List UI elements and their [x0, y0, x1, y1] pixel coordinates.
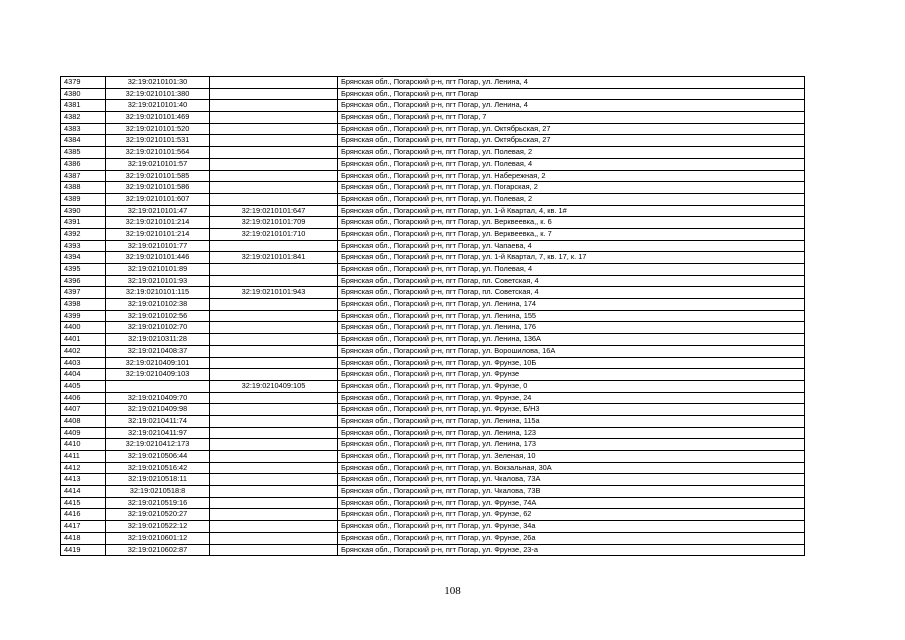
- cadastral-number-cell: 32:19:0210601:12: [106, 532, 210, 544]
- register-table-body: [61, 77, 805, 556]
- table-row: [61, 77, 805, 89]
- linked-cadastral-number-cell: [210, 369, 338, 381]
- cadastral-number-cell: 32:19:0210602:87: [106, 544, 210, 556]
- linked-cadastral-number-cell: 32:19:0210101:710: [210, 228, 338, 240]
- address-cell: Брянская обл., Погарский р-н, пгт Погар, пл. Советская, 4: [338, 275, 805, 287]
- row-number-cell: 4418: [61, 532, 106, 544]
- table-row: [61, 322, 805, 334]
- cadastral-number-cell: 32:19:0210516:42: [106, 462, 210, 474]
- row-number-cell: 4380: [61, 88, 106, 100]
- cadastral-number-cell: 32:19:0210101:446: [106, 252, 210, 264]
- address-cell: Брянская обл., Погарский р-н, пгт Погар, ул. Ленина, 173: [338, 439, 805, 451]
- linked-cadastral-number-cell: [210, 334, 338, 346]
- address-cell: Брянская обл., Погарский р-н, пгт Погар, ул. Чкалова, 73В: [338, 486, 805, 498]
- row-number-cell: 4382: [61, 112, 106, 124]
- linked-cadastral-number-cell: [210, 100, 338, 112]
- row-number-cell: 4387: [61, 170, 106, 182]
- linked-cadastral-number-cell: [210, 123, 338, 135]
- address-cell: Брянская обл., Погарский р-н, пгт Погар, ул. Фрунзе, 23-а: [338, 544, 805, 556]
- table-row: [61, 287, 805, 299]
- table-row: [61, 497, 805, 509]
- address-cell: Брянская обл., Погарский р-н, пгт Погар, ул. Набережная, 2: [338, 170, 805, 182]
- linked-cadastral-number-cell: 32:19:0210101:841: [210, 252, 338, 264]
- linked-cadastral-number-cell: [210, 77, 338, 89]
- address-cell: Брянская обл., Погарский р-н, пгт Погар, ул. Ленина, 155: [338, 310, 805, 322]
- cadastral-number-cell: 32:19:0210520:27: [106, 509, 210, 521]
- address-cell: Брянская обл., Погарский р-н, пгт Погар, ул. Ленина, 174: [338, 299, 805, 311]
- row-number-cell: 4404: [61, 369, 106, 381]
- table-row: [61, 123, 805, 135]
- address-cell: Брянская обл., Погарский р-н, пгт Погар: [338, 88, 805, 100]
- linked-cadastral-number-cell: [210, 404, 338, 416]
- row-number-cell: 4396: [61, 275, 106, 287]
- address-cell: Брянская обл., Погарский р-н, пгт Погар, 7: [338, 112, 805, 124]
- address-cell: Брянская обл., Погарский р-н, пгт Погар, ул. Фрунзе, 34а: [338, 521, 805, 533]
- table-row: [61, 369, 805, 381]
- cadastral-number-cell: 32:19:0210101:89: [106, 264, 210, 276]
- cadastral-number-cell: 32:19:0210101:40: [106, 100, 210, 112]
- cadastral-number-cell: 32:19:0210409:101: [106, 357, 210, 369]
- row-number-cell: 4416: [61, 509, 106, 521]
- table-row: [61, 462, 805, 474]
- cadastral-number-cell: 32:19:0210101:30: [106, 77, 210, 89]
- row-number-cell: 4415: [61, 497, 106, 509]
- linked-cadastral-number-cell: [210, 88, 338, 100]
- address-cell: Брянская обл., Погарский р-н, пгт Погар, ул. Полевая, 2: [338, 147, 805, 159]
- linked-cadastral-number-cell: [210, 322, 338, 334]
- cadastral-number-cell: 32:19:0210518:11: [106, 474, 210, 486]
- table-row: [61, 228, 805, 240]
- linked-cadastral-number-cell: [210, 357, 338, 369]
- table-row: [61, 299, 805, 311]
- cadastral-number-cell: 32:19:0210409:70: [106, 392, 210, 404]
- row-number-cell: 4395: [61, 264, 106, 276]
- address-cell: Брянская обл., Погарский р-н, пгт Погар, ул. Октябрьская, 27: [338, 123, 805, 135]
- row-number-cell: 4403: [61, 357, 106, 369]
- address-cell: Брянская обл., Погарский р-н, пгт Погар, ул. Ленина, 136А: [338, 334, 805, 346]
- cadastral-number-cell: 32:19:0210409:98: [106, 404, 210, 416]
- table-row: [61, 380, 805, 392]
- cadastral-number-cell: 32:19:0210506:44: [106, 451, 210, 463]
- row-number-cell: 4410: [61, 439, 106, 451]
- cadastral-number-cell: 32:19:0210101:564: [106, 147, 210, 159]
- table-row: [61, 135, 805, 147]
- cadastral-number-cell: 32:19:0210519:16: [106, 497, 210, 509]
- table-row: [61, 252, 805, 264]
- cadastral-number-cell: 32:19:0210411:97: [106, 427, 210, 439]
- table-row: [61, 158, 805, 170]
- linked-cadastral-number-cell: 32:19:0210409:105: [210, 380, 338, 392]
- address-cell: Брянская обл., Погарский р-н, пгт Погар, ул. Полевая, 4: [338, 264, 805, 276]
- address-cell: Брянская обл., Погарский р-н, пгт Погар, ул. Полевая, 4: [338, 158, 805, 170]
- row-number-cell: 4386: [61, 158, 106, 170]
- row-number-cell: 4402: [61, 345, 106, 357]
- linked-cadastral-number-cell: [210, 193, 338, 205]
- linked-cadastral-number-cell: [210, 486, 338, 498]
- table-row: [61, 217, 805, 229]
- cadastral-number-cell: 32:19:0210101:380: [106, 88, 210, 100]
- linked-cadastral-number-cell: [210, 474, 338, 486]
- row-number-cell: 4379: [61, 77, 106, 89]
- address-cell: Брянская обл., Погарский р-н, пгт Погар, ул. Верквеевка,, к. 6: [338, 217, 805, 229]
- row-number-cell: 4413: [61, 474, 106, 486]
- linked-cadastral-number-cell: 32:19:0210101:647: [210, 205, 338, 217]
- table-row: [61, 404, 805, 416]
- address-cell: Брянская обл., Погарский р-н, пгт Погар, ул. Фрунзе, Б/Н3: [338, 404, 805, 416]
- row-number-cell: 4408: [61, 415, 106, 427]
- linked-cadastral-number-cell: [210, 135, 338, 147]
- cadastral-number-cell: 32:19:0210101:115: [106, 287, 210, 299]
- address-cell: Брянская обл., Погарский р-н, пгт Погар, ул. Ленина, 115а: [338, 415, 805, 427]
- row-number-cell: 4391: [61, 217, 106, 229]
- table-row: [61, 182, 805, 194]
- table-row: [61, 88, 805, 100]
- cadastral-number-cell: 32:19:0210101:93: [106, 275, 210, 287]
- row-number-cell: 4406: [61, 392, 106, 404]
- row-number-cell: 4414: [61, 486, 106, 498]
- row-number-cell: 4392: [61, 228, 106, 240]
- cadastral-number-cell: 32:19:0210412:173: [106, 439, 210, 451]
- linked-cadastral-number-cell: [210, 509, 338, 521]
- cadastral-number-cell: 32:19:0210411:74: [106, 415, 210, 427]
- linked-cadastral-number-cell: [210, 275, 338, 287]
- address-cell: Брянская обл., Погарский р-н, пгт Погар, ул. Чкалова, 73А: [338, 474, 805, 486]
- table-row: [61, 112, 805, 124]
- linked-cadastral-number-cell: [210, 462, 338, 474]
- linked-cadastral-number-cell: [210, 240, 338, 252]
- linked-cadastral-number-cell: [210, 497, 338, 509]
- address-cell: Брянская обл., Погарский р-н, пгт Погар, ул. Верквеевка,, к. 7: [338, 228, 805, 240]
- cadastral-number-cell: [106, 380, 210, 392]
- table-row: [61, 205, 805, 217]
- table-row: [61, 532, 805, 544]
- table-row: [61, 451, 805, 463]
- cadastral-number-cell: 32:19:0210522:12: [106, 521, 210, 533]
- address-cell: Брянская обл., Погарский р-н, пгт Погар, ул. Фрунзе, 10Б: [338, 357, 805, 369]
- table-row: [61, 310, 805, 322]
- linked-cadastral-number-cell: [210, 451, 338, 463]
- address-cell: Брянская обл., Погарский р-н, пгт Погар, ул. Ленина, 176: [338, 322, 805, 334]
- address-cell: Брянская обл., Погарский р-н, пгт Погар, ул. Фрунзе, 62: [338, 509, 805, 521]
- row-number-cell: 4398: [61, 299, 106, 311]
- linked-cadastral-number-cell: [210, 532, 338, 544]
- table-row: [61, 509, 805, 521]
- row-number-cell: 4381: [61, 100, 106, 112]
- row-number-cell: 4409: [61, 427, 106, 439]
- linked-cadastral-number-cell: [210, 299, 338, 311]
- row-number-cell: 4417: [61, 521, 106, 533]
- address-cell: Брянская обл., Погарский р-н, пгт Погар, ул. Фрунзе, 24: [338, 392, 805, 404]
- linked-cadastral-number-cell: 32:19:0210101:943: [210, 287, 338, 299]
- cadastral-number-cell: 32:19:0210101:520: [106, 123, 210, 135]
- cadastral-number-cell: 32:19:0210311:28: [106, 334, 210, 346]
- cadastral-number-cell: 32:19:0210101:469: [106, 112, 210, 124]
- linked-cadastral-number-cell: [210, 170, 338, 182]
- linked-cadastral-number-cell: [210, 439, 338, 451]
- address-cell: Брянская обл., Погарский р-н, пгт Погар, ул. Вокзальная, 30А: [338, 462, 805, 474]
- row-number-cell: 4384: [61, 135, 106, 147]
- linked-cadastral-number-cell: [210, 544, 338, 556]
- address-cell: Брянская обл., Погарский р-н, пгт Погар, ул. Фрунзе, 26а: [338, 532, 805, 544]
- table-row: [61, 486, 805, 498]
- address-cell: Брянская обл., Погарский р-н, пгт Погар, ул. Полевая, 2: [338, 193, 805, 205]
- linked-cadastral-number-cell: [210, 415, 338, 427]
- address-cell: Брянская обл., Погарский р-н, пгт Погар, ул. Ленина, 4: [338, 100, 805, 112]
- table-row: [61, 147, 805, 159]
- cadastral-number-cell: 32:19:0210101:47: [106, 205, 210, 217]
- address-cell: Брянская обл., Погарский р-н, пгт Погар, ул. Фрунзе: [338, 369, 805, 381]
- row-number-cell: 4389: [61, 193, 106, 205]
- table-row: [61, 357, 805, 369]
- page-number: 108: [444, 585, 461, 597]
- table-row: [61, 345, 805, 357]
- row-number-cell: 4405: [61, 380, 106, 392]
- linked-cadastral-number-cell: [210, 310, 338, 322]
- address-cell: Брянская обл., Погарский р-н, пгт Погар, ул. Фрунзе, 0: [338, 380, 805, 392]
- table-row: [61, 334, 805, 346]
- table-row: [61, 439, 805, 451]
- linked-cadastral-number-cell: [210, 147, 338, 159]
- register-table: [60, 76, 805, 556]
- row-number-cell: 4400: [61, 322, 106, 334]
- address-cell: Брянская обл., Погарский р-н, пгт Погар, пл. Советская, 4: [338, 287, 805, 299]
- table-row: [61, 427, 805, 439]
- row-number-cell: 4394: [61, 252, 106, 264]
- row-number-cell: 4390: [61, 205, 106, 217]
- table-row: [61, 392, 805, 404]
- table-row: [61, 170, 805, 182]
- table-row: [61, 521, 805, 533]
- row-number-cell: 4419: [61, 544, 106, 556]
- linked-cadastral-number-cell: [210, 182, 338, 194]
- table-row: [61, 193, 805, 205]
- address-cell: Брянская обл., Погарский р-н, пгт Погар, ул. Чапаева, 4: [338, 240, 805, 252]
- row-number-cell: 4385: [61, 147, 106, 159]
- row-number-cell: 4407: [61, 404, 106, 416]
- table-row: [61, 275, 805, 287]
- linked-cadastral-number-cell: [210, 392, 338, 404]
- address-cell: Брянская обл., Погарский р-н, пгт Погар, ул. Погарская, 2: [338, 182, 805, 194]
- address-cell: Брянская обл., Погарский р-н, пгт Погар, ул. 1-й Квартал, 4, кв. 1#: [338, 205, 805, 217]
- linked-cadastral-number-cell: [210, 427, 338, 439]
- address-cell: Брянская обл., Погарский р-н, пгт Погар, ул. Ворошилова, 16А: [338, 345, 805, 357]
- row-number-cell: 4411: [61, 451, 106, 463]
- cadastral-number-cell: 32:19:0210408:37: [106, 345, 210, 357]
- row-number-cell: 4401: [61, 334, 106, 346]
- row-number-cell: 4397: [61, 287, 106, 299]
- cadastral-number-cell: 32:19:0210101:214: [106, 217, 210, 229]
- row-number-cell: 4412: [61, 462, 106, 474]
- table-row: [61, 100, 805, 112]
- address-cell: Брянская обл., Погарский р-н, пгт Погар, ул. Фрунзе, 74А: [338, 497, 805, 509]
- linked-cadastral-number-cell: [210, 521, 338, 533]
- cadastral-number-cell: 32:19:0210102:70: [106, 322, 210, 334]
- linked-cadastral-number-cell: [210, 158, 338, 170]
- cadastral-number-cell: 32:19:0210518:8: [106, 486, 210, 498]
- cadastral-number-cell: 32:19:0210101:57: [106, 158, 210, 170]
- address-cell: Брянская обл., Погарский р-н, пгт Погар, ул. Ленина, 123: [338, 427, 805, 439]
- table-row: [61, 544, 805, 556]
- row-number-cell: 4399: [61, 310, 106, 322]
- row-number-cell: 4393: [61, 240, 106, 252]
- cadastral-number-cell: 32:19:0210102:56: [106, 310, 210, 322]
- cadastral-number-cell: 32:19:0210101:585: [106, 170, 210, 182]
- address-cell: Брянская обл., Погарский р-н, пгт Погар, ул. Зеленая, 10: [338, 451, 805, 463]
- cadastral-number-cell: 32:19:0210101:586: [106, 182, 210, 194]
- cadastral-number-cell: 32:19:0210101:77: [106, 240, 210, 252]
- table-row: [61, 474, 805, 486]
- linked-cadastral-number-cell: [210, 264, 338, 276]
- cadastral-number-cell: 32:19:0210101:214: [106, 228, 210, 240]
- cadastral-number-cell: 32:19:0210101:531: [106, 135, 210, 147]
- table-row: [61, 240, 805, 252]
- address-cell: Брянская обл., Погарский р-н, пгт Погар, ул. 1-й Квартал, 7, кв. 17, к. 17: [338, 252, 805, 264]
- cadastral-number-cell: 32:19:0210409:103: [106, 369, 210, 381]
- table-row: [61, 264, 805, 276]
- address-cell: Брянская обл., Погарский р-н, пгт Погар, ул. Октябрьская, 27: [338, 135, 805, 147]
- linked-cadastral-number-cell: 32:19:0210101:709: [210, 217, 338, 229]
- cadastral-number-cell: 32:19:0210101:607: [106, 193, 210, 205]
- row-number-cell: 4388: [61, 182, 106, 194]
- address-cell: Брянская обл., Погарский р-н, пгт Погар, ул. Ленина, 4: [338, 77, 805, 89]
- table-row: [61, 415, 805, 427]
- linked-cadastral-number-cell: [210, 112, 338, 124]
- linked-cadastral-number-cell: [210, 345, 338, 357]
- cadastral-number-cell: 32:19:0210102:38: [106, 299, 210, 311]
- row-number-cell: 4383: [61, 123, 106, 135]
